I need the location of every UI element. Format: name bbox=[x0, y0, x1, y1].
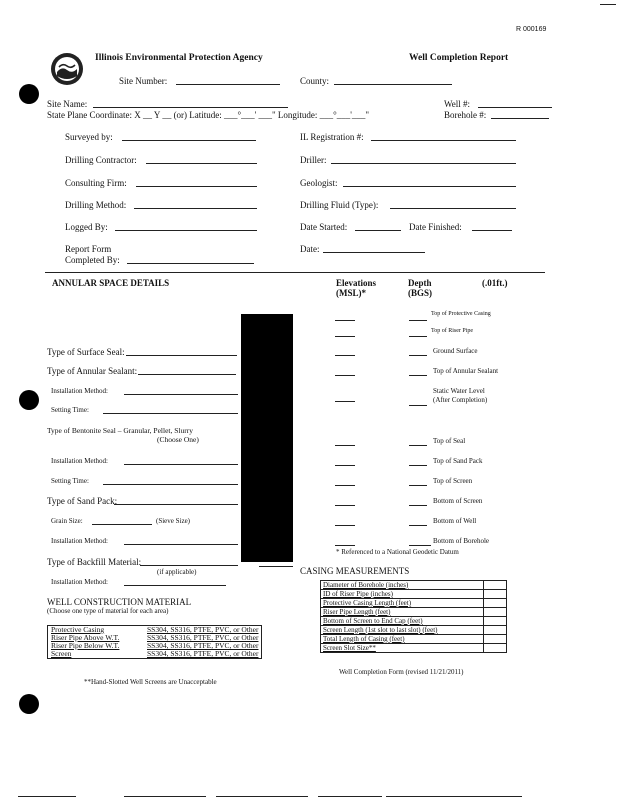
surveyed-by-label: Surveyed by: bbox=[65, 132, 113, 142]
driller-field[interactable] bbox=[331, 163, 516, 164]
corner-mark bbox=[600, 4, 616, 5]
casing-measurements-heading: CASING MEASUREMENTS bbox=[300, 566, 410, 576]
casing-value-cell[interactable] bbox=[484, 644, 507, 653]
material-area: Protective Casing bbox=[51, 625, 105, 634]
casing-row-label: ID of Riser Pipe (inches) bbox=[321, 590, 484, 599]
casing-value-cell[interactable] bbox=[484, 617, 507, 626]
top-of-seal-label: Top of Seal bbox=[433, 437, 466, 445]
type-bentonite-seal-label: Type of Bentonite Seal – Granular, Pellet, Slurry bbox=[47, 426, 194, 435]
choose-one-note: (Choose One) bbox=[157, 435, 199, 444]
table-row bbox=[321, 617, 507, 626]
casing-row-label: Diameter of Borehole (inches) bbox=[321, 581, 484, 590]
table-row bbox=[321, 635, 507, 644]
sieve-size-note: (Sieve Size) bbox=[156, 517, 191, 525]
report-form-label: Report Form bbox=[65, 244, 112, 254]
table-row bbox=[321, 599, 507, 608]
form-revision-note: Well Completion Form (revised 11/21/2011) bbox=[339, 668, 464, 676]
table-row bbox=[48, 650, 262, 659]
material-options[interactable]: SS304, SS316, PTFE, PVC, or Other bbox=[147, 633, 259, 642]
installation-method-4-field[interactable] bbox=[124, 585, 226, 586]
depth-bottom-of-well[interactable] bbox=[409, 525, 427, 526]
bottom-of-borehole-label: Bottom of Borehole bbox=[433, 537, 489, 545]
bottom-line-5 bbox=[386, 796, 522, 797]
top-of-sand-pack-label: Top of Sand Pack bbox=[433, 457, 483, 465]
elevation-static-water-level[interactable] bbox=[335, 401, 355, 402]
table-row bbox=[321, 626, 507, 635]
well-construction-material-table bbox=[47, 625, 262, 659]
installation-method-2-field[interactable] bbox=[124, 464, 238, 465]
material-options[interactable]: SS304, SS316, PTFE, PVC, or Other bbox=[147, 649, 259, 658]
depth-bottom-of-borehole[interactable] bbox=[409, 545, 431, 546]
bgs-heading: (BGS) bbox=[408, 288, 433, 298]
hand-slotted-footnote: **Hand-Slotted Well Screens are Unacceptable bbox=[84, 678, 217, 686]
elevation-top-of-seal[interactable] bbox=[335, 445, 355, 446]
drilling-fluid-label: Drilling Fluid (Type): bbox=[300, 200, 379, 210]
installation-method-4-label: Installation Method: bbox=[51, 578, 108, 586]
drilling-contractor-field[interactable] bbox=[146, 163, 257, 164]
casing-row-label: Screen Slot Size** bbox=[321, 644, 484, 653]
casing-row-label: Total Length of Casing (feet) bbox=[321, 635, 484, 644]
il-registration-field[interactable] bbox=[371, 140, 516, 141]
material-area: Riser Pipe Above W.T. bbox=[51, 633, 120, 642]
date-finished-field[interactable] bbox=[472, 230, 512, 231]
casing-row-label: Screen Length (1st slot to last slot) (feet) bbox=[321, 626, 484, 635]
material-area: Screen bbox=[51, 649, 72, 658]
document-id: R 000169 bbox=[516, 26, 547, 33]
elevation-top-of-screen[interactable] bbox=[335, 485, 355, 486]
top-riser-pipe-label: Top of Riser Pipe bbox=[431, 328, 474, 334]
well-number-field[interactable] bbox=[478, 107, 552, 108]
site-name-field[interactable] bbox=[93, 107, 288, 108]
bottom-line-2 bbox=[124, 796, 206, 797]
surveyed-by-field[interactable] bbox=[122, 140, 256, 141]
elevation-top-riser-pipe[interactable] bbox=[335, 336, 355, 337]
material-options[interactable]: SS304, SS316, PTFE, PVC, or Other bbox=[147, 625, 259, 634]
table-row bbox=[321, 608, 507, 617]
depth-top-of-screen[interactable] bbox=[409, 485, 427, 486]
il-registration-label: IL Registration #: bbox=[300, 132, 364, 142]
bottom-of-well-label: Bottom of Well bbox=[433, 517, 477, 525]
site-name-label: Site Name: bbox=[47, 99, 88, 109]
diagram-base-line bbox=[259, 566, 293, 567]
agency-seal-logo bbox=[50, 52, 84, 86]
casing-value-cell[interactable] bbox=[484, 590, 507, 599]
type-backfill-label: Type of Backfill Material: bbox=[47, 557, 142, 567]
elevation-bottom-of-well[interactable] bbox=[335, 525, 355, 526]
date-finished-label: Date Finished: bbox=[409, 222, 462, 232]
material-options[interactable]: SS304, SS316, PTFE, PVC, or Other bbox=[147, 641, 259, 650]
setting-time-1-label: Setting Time: bbox=[51, 406, 89, 414]
depth-top-riser-pipe[interactable] bbox=[409, 336, 427, 337]
msl-heading: (MSL)* bbox=[336, 288, 366, 298]
logged-by-label: Logged By: bbox=[65, 222, 108, 232]
depth-heading: Depth bbox=[408, 278, 432, 288]
casing-value-cell[interactable] bbox=[484, 626, 507, 635]
type-annular-sealant-label: Type of Annular Sealant: bbox=[47, 366, 138, 376]
punch-hole-middle bbox=[19, 390, 39, 410]
date-label: Date: bbox=[300, 244, 320, 254]
type-annular-sealant-field[interactable] bbox=[138, 374, 236, 375]
geologist-field[interactable] bbox=[343, 186, 516, 187]
completed-by-field[interactable] bbox=[127, 263, 254, 264]
logged-by-field[interactable] bbox=[115, 230, 257, 231]
casing-value-cell[interactable] bbox=[484, 581, 507, 590]
bottom-of-screen-label: Bottom of Screen bbox=[433, 497, 483, 505]
county-label: County: bbox=[300, 76, 330, 86]
form-title: Well Completion Report bbox=[409, 53, 509, 63]
geologist-label: Geologist: bbox=[300, 178, 338, 188]
date-field[interactable] bbox=[323, 252, 425, 253]
table-row bbox=[321, 581, 507, 590]
geodetic-datum-footnote: * Referenced to a National Geodetic Datum bbox=[336, 548, 459, 556]
casing-row-label: Riser Pipe Length (feet) bbox=[321, 608, 484, 617]
drilling-fluid-field[interactable] bbox=[390, 208, 516, 209]
depth-ground-surface[interactable] bbox=[409, 355, 427, 356]
if-applicable-note: (if applicable) bbox=[157, 568, 197, 576]
well-construction-material-subheading: (Choose one type of material for each area) bbox=[47, 607, 169, 615]
depth-top-annular-sealant[interactable] bbox=[409, 375, 427, 376]
setting-time-2-label: Setting Time: bbox=[51, 477, 89, 485]
borehole-number-label: Borehole #: bbox=[444, 110, 487, 120]
site-number-field[interactable] bbox=[176, 84, 280, 85]
redacted-well-diagram bbox=[241, 314, 293, 562]
agency-name: Illinois Environmental Protection Agency bbox=[95, 53, 263, 63]
after-completion-label: (After Completion) bbox=[433, 396, 488, 404]
site-number-label: Site Number: bbox=[119, 76, 168, 86]
date-started-field[interactable] bbox=[355, 230, 401, 231]
casing-value-cell[interactable] bbox=[484, 608, 507, 617]
drilling-contractor-label: Drilling Contractor: bbox=[65, 155, 137, 165]
casing-row-label: Protective Casing Length (feet) bbox=[321, 599, 484, 608]
well-number-label: Well #: bbox=[444, 99, 471, 109]
static-water-level-label: Static Water Level bbox=[433, 387, 485, 395]
bottom-line-3 bbox=[216, 796, 308, 797]
annular-space-heading: ANNULAR SPACE DETAILS bbox=[52, 278, 170, 288]
elevation-bottom-of-screen[interactable] bbox=[335, 505, 355, 506]
depth-top-protective-casing[interactable] bbox=[409, 320, 427, 321]
type-backfill-field[interactable] bbox=[140, 565, 238, 566]
installation-method-1-field[interactable] bbox=[124, 394, 238, 395]
consulting-firm-label: Consulting Firm: bbox=[65, 178, 127, 188]
casing-value-cell[interactable] bbox=[484, 599, 507, 608]
top-protective-casing-label: Top of Protective Casing bbox=[431, 311, 491, 317]
drilling-method-field[interactable] bbox=[134, 208, 257, 209]
material-area: Riser Pipe Below W.T. bbox=[51, 641, 120, 650]
top-of-screen-label: Top of Screen bbox=[433, 477, 473, 485]
date-started-label: Date Started: bbox=[300, 222, 348, 232]
elevation-top-of-sand-pack[interactable] bbox=[335, 465, 355, 466]
setting-time-2-field[interactable] bbox=[103, 484, 238, 485]
bottom-line-4 bbox=[318, 796, 382, 797]
drilling-method-label: Drilling Method: bbox=[65, 200, 127, 210]
ground-surface-label: Ground Surface bbox=[433, 347, 478, 355]
borehole-number-field[interactable] bbox=[491, 118, 549, 119]
setting-time-1-field[interactable] bbox=[103, 413, 238, 414]
table-row bbox=[321, 590, 507, 599]
casing-measurements-table bbox=[320, 580, 507, 653]
punch-hole-bottom bbox=[19, 694, 39, 714]
completed-by-label: Completed By: bbox=[65, 255, 120, 265]
type-surface-seal-label: Type of Surface Seal: bbox=[47, 347, 125, 357]
bottom-line-1 bbox=[18, 796, 76, 797]
casing-value-cell[interactable] bbox=[484, 635, 507, 644]
depth-bottom-of-screen[interactable] bbox=[409, 505, 427, 506]
type-surface-seal-field[interactable] bbox=[126, 355, 237, 356]
depth-static-water-level[interactable] bbox=[409, 405, 427, 406]
elevation-ground-surface[interactable] bbox=[335, 355, 355, 356]
driller-label: Driller: bbox=[300, 155, 327, 165]
installation-method-1-label: Installation Method: bbox=[51, 387, 108, 395]
depth-top-of-seal[interactable] bbox=[409, 445, 427, 446]
state-plane-coordinates-label: State Plane Coordinate: X __ Y __ (or) Latitude: ___°___' ___" Longitude: ___°___'___" bbox=[47, 110, 370, 120]
installation-method-3-label: Installation Method: bbox=[51, 537, 108, 545]
grain-size-field[interactable] bbox=[92, 524, 152, 525]
type-sand-pack-field[interactable] bbox=[114, 504, 238, 505]
elevation-top-protective-casing[interactable] bbox=[335, 320, 355, 321]
casing-row-label: Bottom of Screen to End Cap (feet) bbox=[321, 617, 484, 626]
elevation-top-annular-sealant[interactable] bbox=[335, 375, 355, 376]
elevation-bottom-of-borehole[interactable] bbox=[335, 545, 355, 546]
consulting-firm-field[interactable] bbox=[136, 186, 257, 187]
installation-method-2-label: Installation Method: bbox=[51, 457, 108, 465]
county-field[interactable] bbox=[334, 84, 452, 85]
well-construction-material-heading: WELL CONSTRUCTION MATERIAL bbox=[47, 597, 192, 607]
precision-heading: (.01ft.) bbox=[482, 278, 508, 288]
punch-hole-top bbox=[19, 84, 39, 104]
table-row bbox=[321, 644, 507, 653]
depth-top-of-sand-pack[interactable] bbox=[409, 465, 427, 466]
installation-method-3-field[interactable] bbox=[124, 544, 238, 545]
type-sand-pack-label: Type of Sand Pack: bbox=[47, 496, 118, 506]
top-annular-sealant-label: Top of Annular Sealant bbox=[433, 367, 499, 375]
section-divider bbox=[45, 272, 545, 273]
grain-size-label: Grain Size: bbox=[51, 517, 83, 525]
elevations-heading: Elevations bbox=[336, 278, 377, 288]
